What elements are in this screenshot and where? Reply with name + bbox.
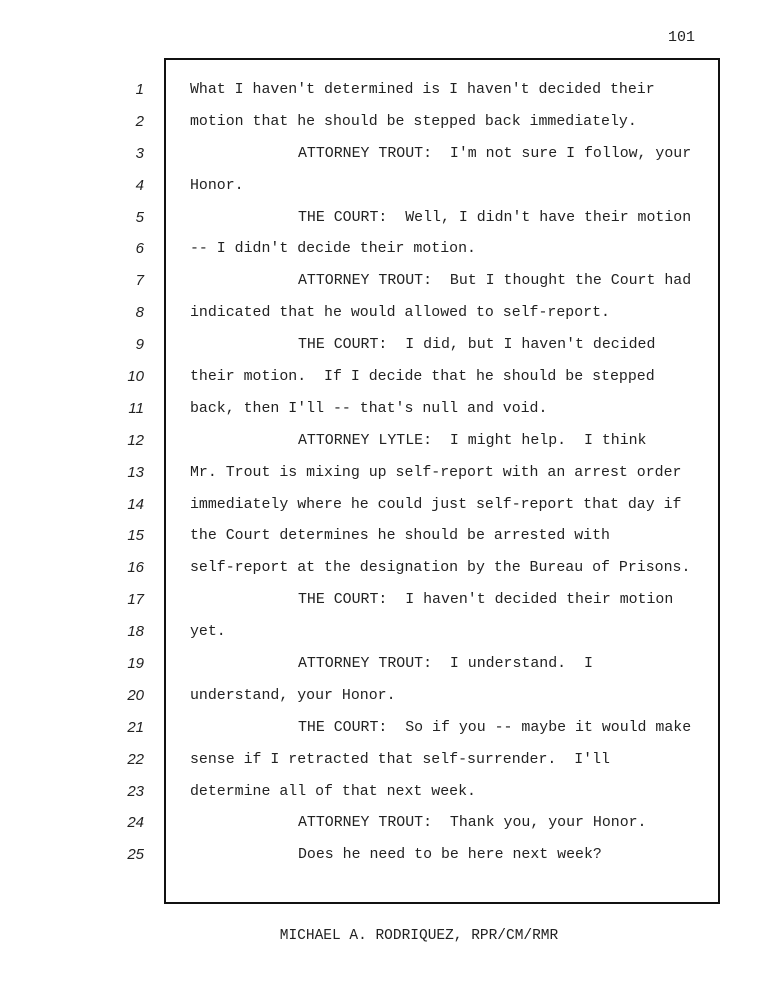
line-number-column [100,78,150,875]
transcript-line: understand, your Honor. [190,687,396,704]
transcript-line: determine all of that next week. [190,783,476,800]
line-number: 20 [127,686,144,704]
transcript-line: -- I didn't decide their motion. [190,241,476,258]
line-number: 19 [127,655,144,673]
transcript-line: THE COURT: So if you -- maybe it would make [298,719,692,736]
page-number: 101 [668,29,696,46]
transcript-line: self-report at the designation by the Bureau of Prisons. [190,560,691,577]
transcript-line: Does he need to be here next week? [298,847,602,864]
transcript-line: back, then I'll -- that's null and void. [190,400,548,417]
transcript-line: ATTORNEY TROUT: But I thought the Court had [298,273,692,290]
line-number: 13 [127,463,144,481]
transcript-line: Honor. [190,177,244,194]
transcript-line: ATTORNEY TROUT: I'm not sure I follow, your [298,145,692,162]
line-number: 16 [127,559,144,577]
line-number: 22 [127,750,144,768]
transcript-line: their motion. If I decide that he should be stepped [190,369,655,386]
line-number: 14 [127,495,144,513]
transcript-line: yet. [190,624,226,641]
transcript-line: ATTORNEY LYTLE: I might help. I think [298,432,647,449]
line-number: 8 [135,304,144,322]
transcript-line: the Court determines he should be arrested with [190,528,610,545]
transcript-line: THE COURT: Well, I didn't have their motion [298,209,692,226]
transcript-line: Mr. Trout is mixing up self-report with an arrest order [190,464,682,481]
line-number: 15 [127,527,144,545]
reporter-footer: MICHAEL A. RODRIQUEZ, RPR/CM/RMR [279,928,559,944]
transcript-line: motion that he should be stepped back immediately. [190,113,637,130]
transcript-line: THE COURT: I did, but I haven't decided [298,337,656,354]
line-number: 11 [128,399,144,417]
line-number: 1 [135,81,144,98]
line-number: 24 [127,814,144,832]
line-number: 25 [127,846,144,864]
line-number: 10 [127,368,144,386]
transcript-line: ATTORNEY TROUT: I understand. I [298,656,593,673]
line-number: 21 [127,718,144,736]
line-number: 2 [135,112,144,130]
line-number: 4 [135,176,144,194]
line-number: 7 [135,272,144,290]
transcript-line: immediately where he could just self-report that day if [190,496,682,513]
line-number: 6 [135,240,144,258]
transcript-text [190,78,710,875]
line-number: 9 [135,336,144,354]
line-number: 3 [135,144,144,162]
line-number: 17 [127,591,144,609]
transcript-line: indicated that he would allowed to self-report. [190,305,610,322]
transcript-line: What I haven't determined is I haven't decided their [190,82,655,98]
transcript-line: ATTORNEY TROUT: Thank you, your Honor. [298,815,647,832]
transcript-line: THE COURT: I haven't decided their motion [298,592,674,609]
line-number: 23 [127,782,144,800]
line-number: 18 [127,623,144,641]
line-number: 5 [135,208,144,226]
transcript-line: sense if I retracted that self-surrender. I'll [190,751,610,768]
line-number: 12 [127,431,144,449]
